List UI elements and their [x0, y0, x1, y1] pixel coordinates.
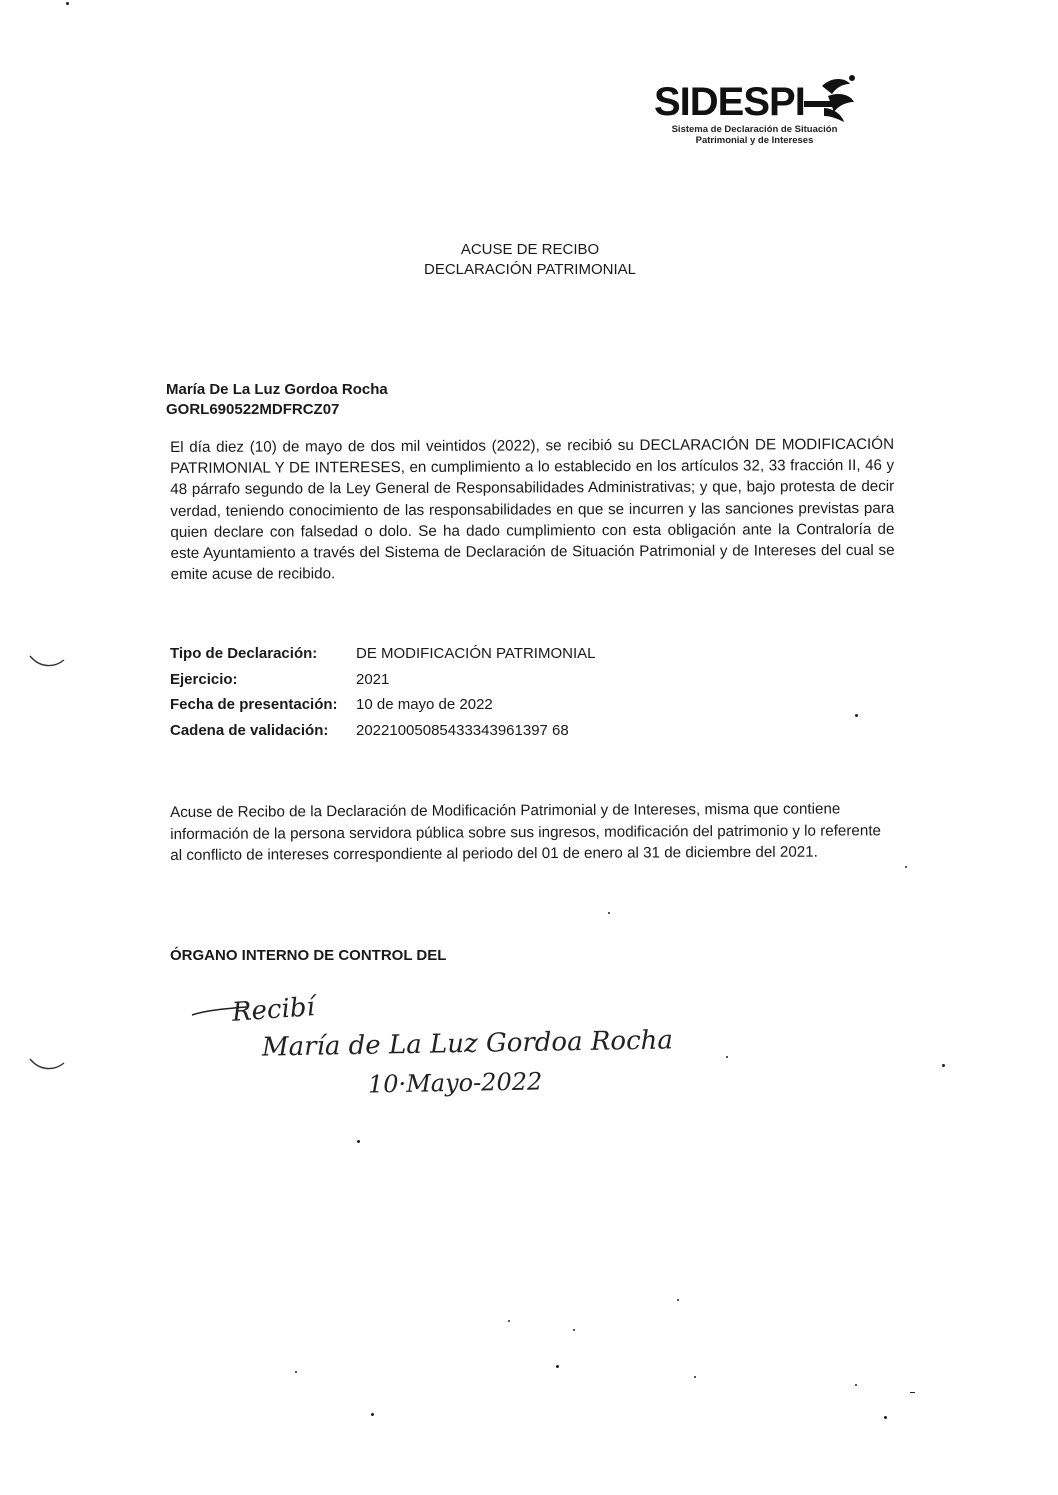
scan-speck: [910, 1392, 915, 1393]
scan-speck: [726, 1056, 728, 1058]
logo-subtitle-line2: Patrimonial y de Intereses: [695, 135, 814, 146]
scan-speck: [556, 1365, 559, 1368]
scan-speck: [608, 912, 610, 914]
handwritten-name: María de La Luz Gordoa Rocha: [261, 1025, 674, 1063]
declarant-block: [166, 380, 388, 420]
scan-speck: [508, 1320, 510, 1322]
handwritten-receipt: [190, 992, 674, 1105]
logo-subtitle-line1: Sistema de Declaración de Situación: [671, 124, 838, 135]
logo-subtitle: [652, 124, 857, 146]
logo-wordmark: SIDESPI: [654, 80, 805, 124]
detail-value: 10 de mayo de 2022: [356, 696, 493, 713]
detail-label: Tipo de Declaración:: [170, 645, 318, 662]
scan-speck: [905, 866, 907, 868]
scan-speck: [295, 1371, 297, 1373]
handwritten-date: 10·Mayo-2022: [367, 1067, 543, 1099]
document-title: [330, 240, 730, 280]
declarant-name: María De La Luz Gordoa Rocha: [166, 381, 388, 398]
scan-speck: [573, 1329, 575, 1331]
declarant-rfc: GORL690522MDFRCZ07: [166, 401, 340, 418]
detail-value: 20221005085433343961397 68: [356, 721, 569, 739]
scan-speck: [855, 1384, 857, 1386]
scan-speck: [942, 1064, 945, 1067]
handwritten-received: Recibí: [231, 992, 316, 1028]
detail-label: Ejercicio:: [170, 670, 238, 688]
detail-label: Cadena de validación:: [170, 721, 329, 739]
scan-speck: [677, 1299, 679, 1301]
scan-speck: [884, 1416, 887, 1419]
body-paragraph: El día diez (10) de mayo de dos mil veintidos (2022), se recibió su DECLARACIÓN DE MODIFICACIÓN PATRIMONIAL Y DE INTERESES, en cumplimiento a lo establecido en los artículos 32, 33 fracción II, 46 y 48 párrafo segundo de la Ley General de Responsabilidades Administrativas; y que, bajo protesta de decir verdad, teniendo conocimiento de las responsabilidades en que se incurren y las sanciones previstas para quien declare con falsedad o dolo. Se ha dado cumplimiento con esta obligación ante la Contraloría de este Ayuntamiento a través del Sistema de Declaración de Situación Patrimonial y de Intereses del cual se emite acuse de recibido.: [170, 435, 895, 584]
title-line2: DECLARACIÓN PATRIMONIAL: [424, 261, 636, 278]
detail-value: DE MODIFICACIÓN PATRIMONIAL: [356, 645, 596, 662]
scan-speck: [371, 1413, 374, 1416]
binder-hole-mark: [28, 1055, 68, 1075]
detail-label: Fecha de presentación:: [170, 696, 338, 713]
summary-paragraph: Acuse de Recibo de la Declaración de Modificación Patrimonial y de Intereses, misma que contiene información de la persona servidora pública sobre sus ingresos, modificación del patrimonio y lo referente al conflicto de intereses correspondiente al periodo del 01 de enero al 31 de diciembre del 2021.: [170, 800, 882, 864]
scan-speck: [855, 714, 858, 717]
internal-control-organ: ÓRGANO INTERNO DE CONTROL DEL: [170, 947, 447, 964]
scan-speck: [66, 2, 69, 5]
binder-hole-mark: [28, 652, 68, 672]
detail-value: 2021: [356, 670, 390, 688]
sidespi-logo: [650, 72, 860, 152]
scan-speck: [694, 1376, 696, 1378]
title-line1: ACUSE DE RECIBO: [460, 241, 600, 258]
scan-speck: [357, 1140, 360, 1143]
logo-emblem-icon: [802, 72, 858, 124]
